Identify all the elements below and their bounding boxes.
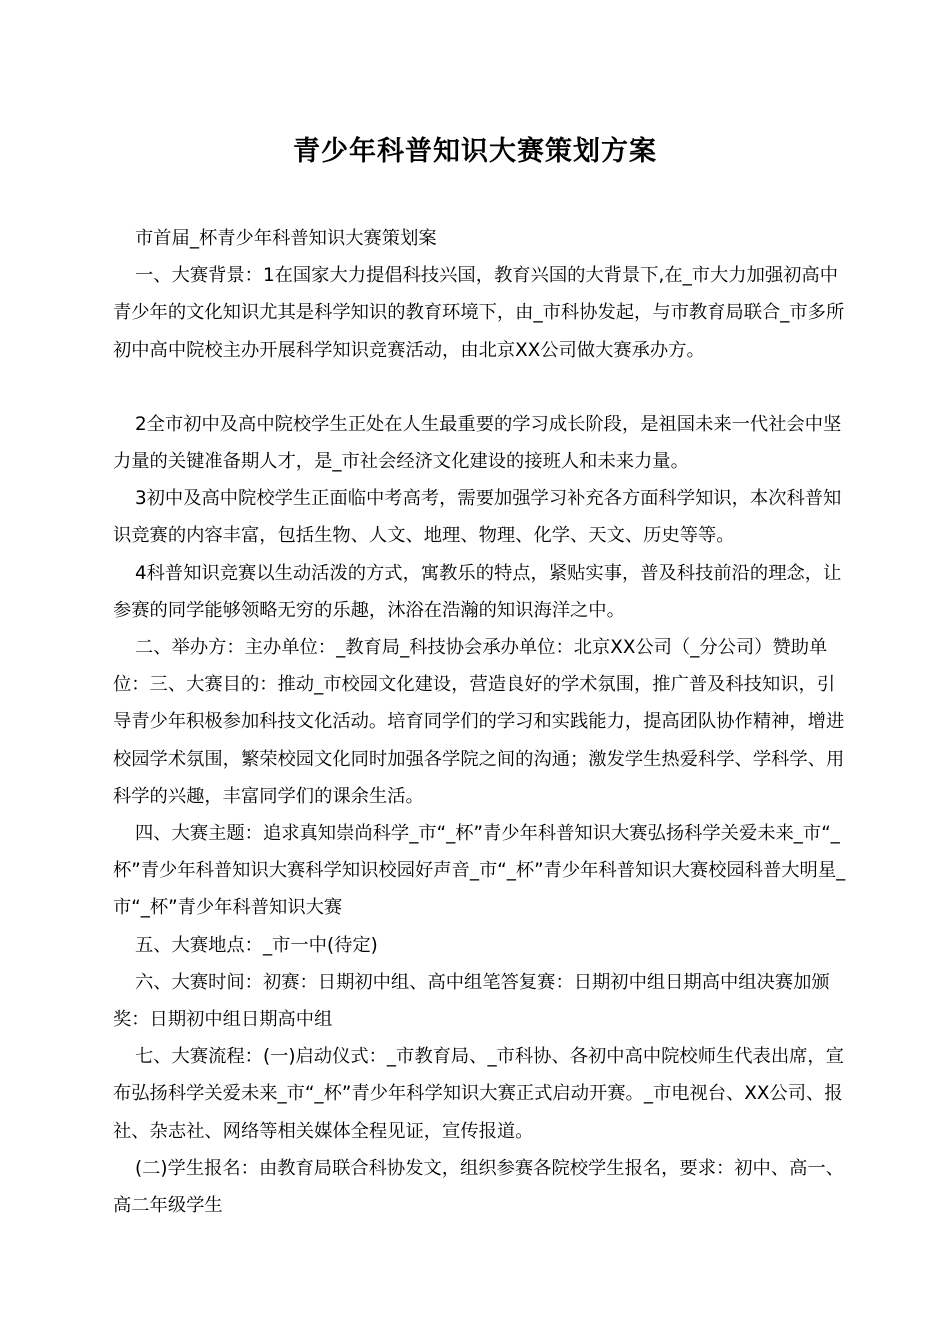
paragraph-organizers: 二、举办方：主办单位：_教育局_科技协会承办单位：北京XX公司（_分公司）赞助单位：三、大赛目的：推动_市校园文化建设，营造良好的学术氛围，推广普及科技知识，引导青少年积极参加科技文化活动。培育同学们的学习和实践能力，提高团队协作精神，增进校园学术氛围，繁荣校园文化同时加强各学院之间的沟通；激发学生热爱科学、学科学、用科学的兴趣，丰富同学们的课余生活。 [113,637,845,807]
document-body [113,220,848,1224]
document-title: 青少年科普知识大赛策划方案 [293,136,657,167]
paragraph-registration: (二)学生报名：由教育局联合科协发文，组织参赛各院校学生报名，要求：初中、高一、高二年级学生 [113,1157,844,1217]
paragraph-background-1: 一、大赛背景：1在国家大力提倡科技兴国，教育兴国的大背景下,在_市大力加强初高中青少年的文化知识尤其是科学知识的教育环境下，由_市科协发起，与市教育局联合_市多所初中高中院校主办开展科学知识竞赛活动，由北京XX公司做大赛承办方。 [113,265,845,361]
paragraph-time: 六、大赛时间：初赛：日期初中组、高中组笔答复赛：日期初中组日期高中组决赛加颁奖：日期初中组日期高中组 [113,971,830,1031]
paragraph-background-2: 2全市初中及高中院校学生正处在人生最重要的学习成长阶段，是祖国未来一代社会中坚力量的关键准备期人才，是_市社会经济文化建设的接班人和未来力量。 [113,413,842,473]
paragraph-background-4: 4科普知识竞赛以生动活泼的方式，寓教乐的特点，紧贴实事，普及科技前沿的理念，让参赛的同学能够领略无穷的乐趣，沐浴在浩瀚的知识海洋之中。 [113,562,842,621]
paragraph-intro: 市首届_杯青少年科普知识大赛策划案 [135,228,437,249]
paragraph-location: 五、大赛地点：_市一中(待定) [135,934,378,956]
paragraph-process: 七、大赛流程：(一)启动仪式：_市教育局、_市科协、各初中高中院校师生代表出席，宣布弘扬科学关爱未来_市“_杯”青少年科学知识大赛正式启动开赛。_市电视台、XX公司、报社、杂志社、网络等相关媒体全程见证，宣传报道。 [113,1046,844,1142]
paragraph-background-3: 3初中及高中院校学生正面临中考高考，需要加强学习补充各方面科学知识，本次科普知识竞赛的内容丰富，包括生物、人文、地理、物理、化学、天文、历史等等。 [113,488,842,547]
paragraph-theme: 四、大赛主题：追求真知崇尚科学_市“_杯”青少年科普知识大赛弘扬科学关爱未来_市“_杯”青少年科普知识大赛科学知识校园好声音_市“_杯”青少年科普知识大赛校园科普大明星_市“_杯”青少年科普知识大赛 [113,823,846,919]
